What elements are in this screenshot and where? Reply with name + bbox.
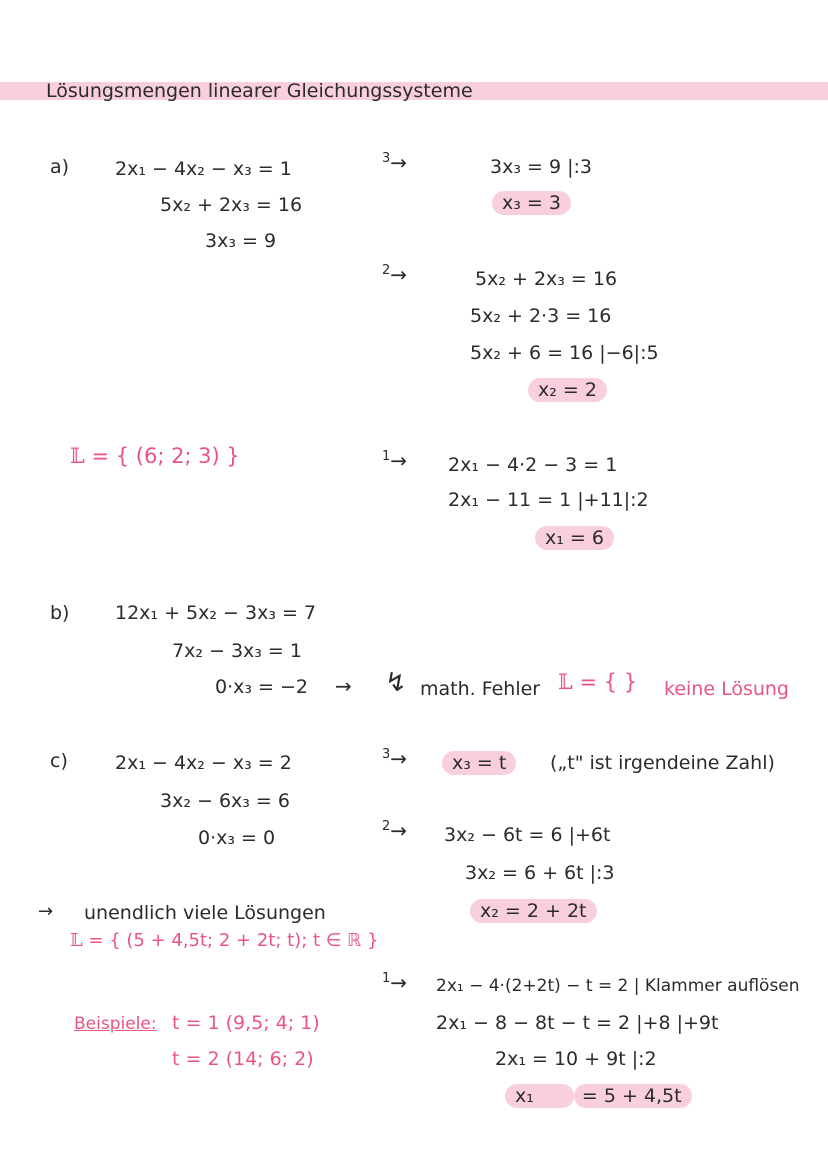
c-result-x1-rhs: = 5 + 4,5t bbox=[574, 1084, 692, 1108]
c-infinite-arrow-icon: → bbox=[38, 901, 54, 922]
c-result-x3 bbox=[442, 754, 516, 773]
a-step2-line3: 5x₂ + 6 = 16 |−6|:5 bbox=[470, 342, 659, 364]
a-step1-line2: 2x₁ − 11 = 1 |+11|:2 bbox=[448, 489, 649, 511]
c-example-2: t = 2 (14; 6; 2) bbox=[172, 1048, 314, 1070]
c-examples-label: Beispiele: bbox=[74, 1014, 157, 1034]
arrow-icon: → bbox=[390, 818, 408, 843]
label-c: c) bbox=[50, 750, 68, 772]
b-arrow-icon: → bbox=[335, 674, 352, 698]
arrow-icon: → bbox=[390, 150, 408, 175]
a-result-x2-value: x₂ = 2 bbox=[528, 378, 607, 402]
c-infinite-solutions: unendlich viele Lösungen bbox=[84, 902, 326, 924]
c-step3-number: 3 bbox=[382, 747, 391, 762]
c-step1-number: 1 bbox=[382, 971, 391, 986]
b-equation-3: 0·x₃ = −2 bbox=[215, 676, 308, 698]
c-step1-line2: 2x₁ − 8 − 8t − t = 2 |+8 |+9t bbox=[436, 1012, 719, 1034]
label-b: b) bbox=[50, 602, 70, 624]
a-step1-number: 1 bbox=[382, 449, 391, 464]
a-step3-number: 3 bbox=[382, 151, 391, 166]
c-step1-arrow bbox=[382, 972, 407, 993]
b-solution-value: = { } bbox=[579, 670, 638, 694]
c-result-x1 bbox=[505, 1087, 692, 1106]
a-solution-symbol: 𝕃 bbox=[70, 444, 85, 468]
a-result-x3-value: x₃ = 3 bbox=[492, 191, 571, 215]
c-solution-value: = { (5 + 4,5t; 2 + 2t; t); t ∈ ℝ } bbox=[88, 930, 379, 951]
a-step2-arrow bbox=[382, 264, 407, 285]
c-result-x2-value: x₂ = 2 + 2t bbox=[470, 899, 597, 923]
b-lightning-icon: ↯ bbox=[385, 668, 407, 698]
c-result-x1-lhs: x₁ bbox=[505, 1084, 574, 1108]
b-solution-symbol: 𝕃 bbox=[558, 670, 573, 694]
a-result-x1 bbox=[535, 529, 614, 548]
c-step2-number: 2 bbox=[382, 819, 391, 834]
a-solution-set bbox=[70, 446, 240, 467]
a-step1-line1: 2x₁ − 4·2 − 3 = 1 bbox=[448, 454, 618, 476]
a-step2-line1: 5x₂ + 2x₃ = 16 bbox=[475, 268, 618, 290]
c-step3-arrow bbox=[382, 748, 407, 769]
arrow-icon: → bbox=[390, 448, 408, 473]
c-equation-1: 2x₁ − 4x₂ − x₃ = 2 bbox=[115, 752, 292, 774]
c-example-1: t = 1 (9,5; 4; 1) bbox=[172, 1012, 320, 1034]
c-step1-line1: 2x₁ − 4·(2+2t) − t = 2 | Klammer auflösen bbox=[436, 976, 800, 996]
a-step3-line1: 3x₃ = 9 |:3 bbox=[490, 156, 592, 178]
b-equation-2: 7x₂ − 3x₃ = 1 bbox=[172, 640, 302, 662]
c-t-note: („t" ist irgendeine Zahl) bbox=[550, 752, 775, 774]
a-equation-2: 5x₂ + 2x₃ = 16 bbox=[160, 194, 303, 216]
b-equation-1: 12x₁ + 5x₂ − 3x₃ = 7 bbox=[115, 602, 317, 624]
c-solution-set bbox=[70, 932, 379, 950]
a-result-x2 bbox=[528, 381, 607, 400]
arrow-icon: → bbox=[390, 262, 408, 287]
a-result-x3 bbox=[492, 194, 571, 213]
a-step3-arrow bbox=[382, 152, 407, 173]
c-step2-arrow bbox=[382, 820, 407, 841]
c-step2-line2: 3x₂ = 6 + 6t |:3 bbox=[465, 862, 615, 884]
a-step1-arrow bbox=[382, 450, 407, 471]
b-solution-set bbox=[558, 672, 637, 693]
c-step2-line1: 3x₂ − 6t = 6 |+6t bbox=[444, 824, 611, 846]
page-title: Lösungsmengen linearer Gleichungssysteme bbox=[46, 80, 473, 102]
c-solution-symbol: 𝕃 bbox=[70, 930, 83, 951]
c-result-x3-value: x₃ = t bbox=[442, 751, 516, 775]
c-equation-3: 0·x₃ = 0 bbox=[198, 827, 276, 849]
label-a: a) bbox=[50, 156, 70, 178]
arrow-icon: → bbox=[390, 970, 408, 995]
c-equation-2: 3x₂ − 6x₃ = 6 bbox=[160, 790, 290, 812]
b-no-solution: keine Lösung bbox=[664, 678, 789, 700]
a-equation-1: 2x₁ − 4x₂ − x₃ = 1 bbox=[115, 158, 292, 180]
c-step1-line3: 2x₁ = 10 + 9t |:2 bbox=[495, 1048, 657, 1070]
a-step2-line2: 5x₂ + 2·3 = 16 bbox=[470, 305, 612, 327]
arrow-icon: → bbox=[390, 746, 408, 771]
c-result-x2 bbox=[470, 902, 597, 921]
a-solution-value: = { (6; 2; 3) } bbox=[91, 444, 240, 468]
a-result-x1-value: x₁ = 6 bbox=[535, 526, 614, 550]
a-step2-number: 2 bbox=[382, 263, 391, 278]
b-error-text: math. Fehler bbox=[420, 678, 541, 700]
a-equation-3: 3x₃ = 9 bbox=[205, 230, 277, 252]
